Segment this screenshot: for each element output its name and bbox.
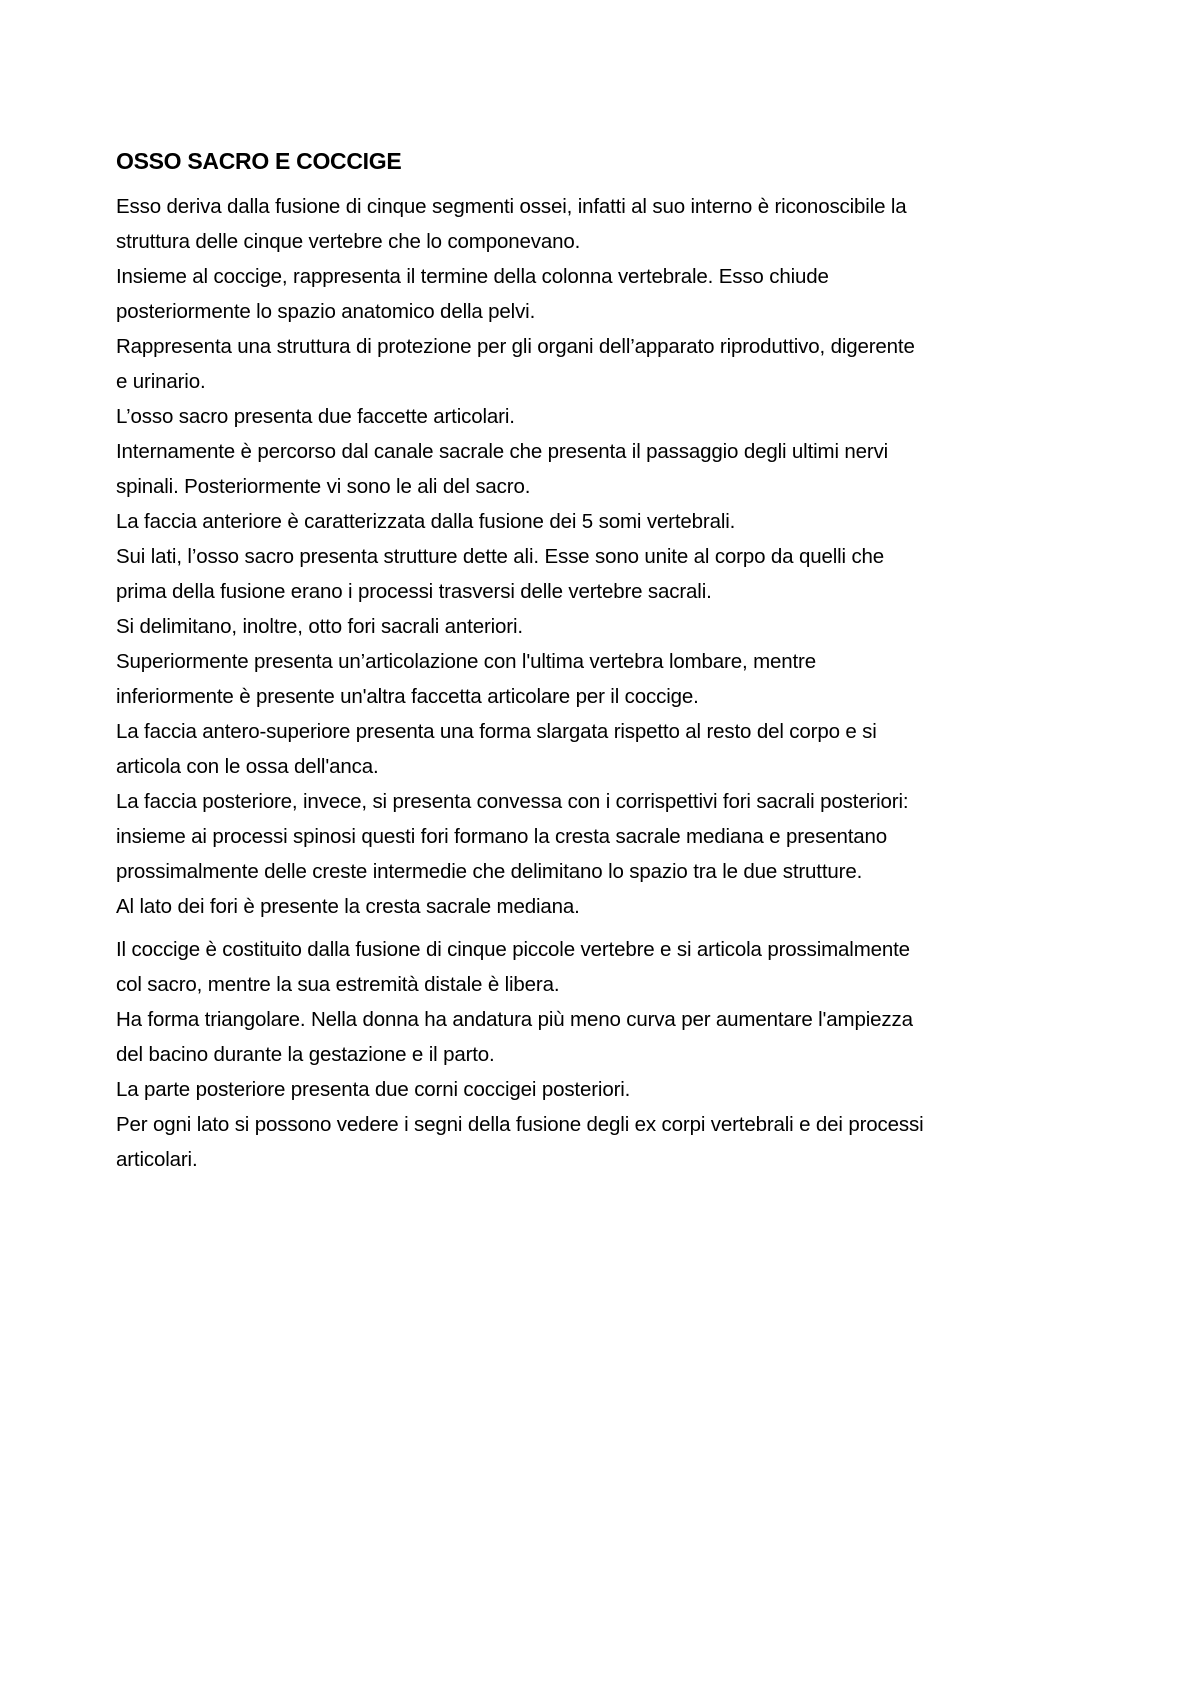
text-line: del bacino durante la gestazione e il parto.: [116, 1043, 495, 1066]
text-line: Si delimitano, inoltre, otto fori sacrali anteriori.: [116, 615, 523, 638]
text-line: Esso deriva dalla fusione di cinque segmenti ossei, infatti al suo interno è riconoscibile la: [116, 195, 907, 218]
text-line: Sui lati, l’osso sacro presenta strutture dette ali. Esse sono unite al corpo da quelli che: [116, 545, 885, 568]
text-line: Superiormente presenta un’articolazione con l'ultima vertebra lombare, mentre: [116, 650, 816, 673]
text-line: Al lato dei fori è presente la cresta sacrale mediana.: [116, 895, 580, 918]
text-line: La faccia posteriore, invece, si presenta convessa con i corrispettivi fori sacrali posteriori:: [116, 790, 909, 813]
text-line: prossimalmente delle creste intermedie che delimitano lo spazio tra le due strutture.: [116, 860, 863, 883]
document-title: OSSO SACRO E COCCIGE: [116, 148, 402, 174]
text-line: e urinario.: [116, 370, 206, 393]
text-line: La faccia anteriore è caratterizzata dalla fusione dei 5 somi vertebrali.: [116, 510, 736, 533]
text-line: prima della fusione erano i processi trasversi delle vertebre sacrali.: [116, 580, 712, 603]
text-line: Insieme al coccige, rappresenta il termine della colonna vertebrale. Esso chiude: [116, 265, 829, 288]
text-line: Ha forma triangolare. Nella donna ha andatura più meno curva per aumentare l'ampiezza: [116, 1008, 913, 1031]
text-line: posteriormente lo spazio anatomico della pelvi.: [116, 300, 536, 323]
document-page: [116, 146, 1096, 1177]
text-line: insieme ai processi spinosi questi fori formano la cresta sacrale mediana e presentano: [116, 825, 888, 848]
text-line: L’osso sacro presenta due faccette articolari.: [116, 405, 515, 428]
text-line: Per ogni lato si possono vedere i segni della fusione degli ex corpi vertebrali e dei processi: [116, 1113, 924, 1136]
text-line: Rappresenta una struttura di protezione per gli organi dell’apparato riproduttivo, digerente: [116, 335, 915, 358]
text-line: spinali. Posteriormente vi sono le ali del sacro.: [116, 475, 531, 498]
text-line: inferiormente è presente un'altra faccetta articolare per il coccige.: [116, 685, 699, 708]
text-line: La parte posteriore presenta due corni coccigei posteriori.: [116, 1078, 631, 1101]
text-line: Internamente è percorso dal canale sacrale che presenta il passaggio degli ultimi nervi: [116, 440, 889, 463]
text-line: La faccia antero-superiore presenta una forma slargata rispetto al resto del corpo e si: [116, 720, 877, 743]
text-line: articola con le ossa dell'anca.: [116, 755, 379, 778]
paragraph-coccyx: [116, 932, 1096, 1177]
text-line: col sacro, mentre la sua estremità distale è libera.: [116, 973, 560, 996]
text-line: Il coccige è costituito dalla fusione di cinque piccole vertebre e si articola prossimalmente: [116, 938, 910, 961]
text-line: struttura delle cinque vertebre che lo componevano.: [116, 230, 581, 253]
text-line: articolari.: [116, 1148, 198, 1171]
paragraph-sacrum: [116, 189, 1096, 924]
